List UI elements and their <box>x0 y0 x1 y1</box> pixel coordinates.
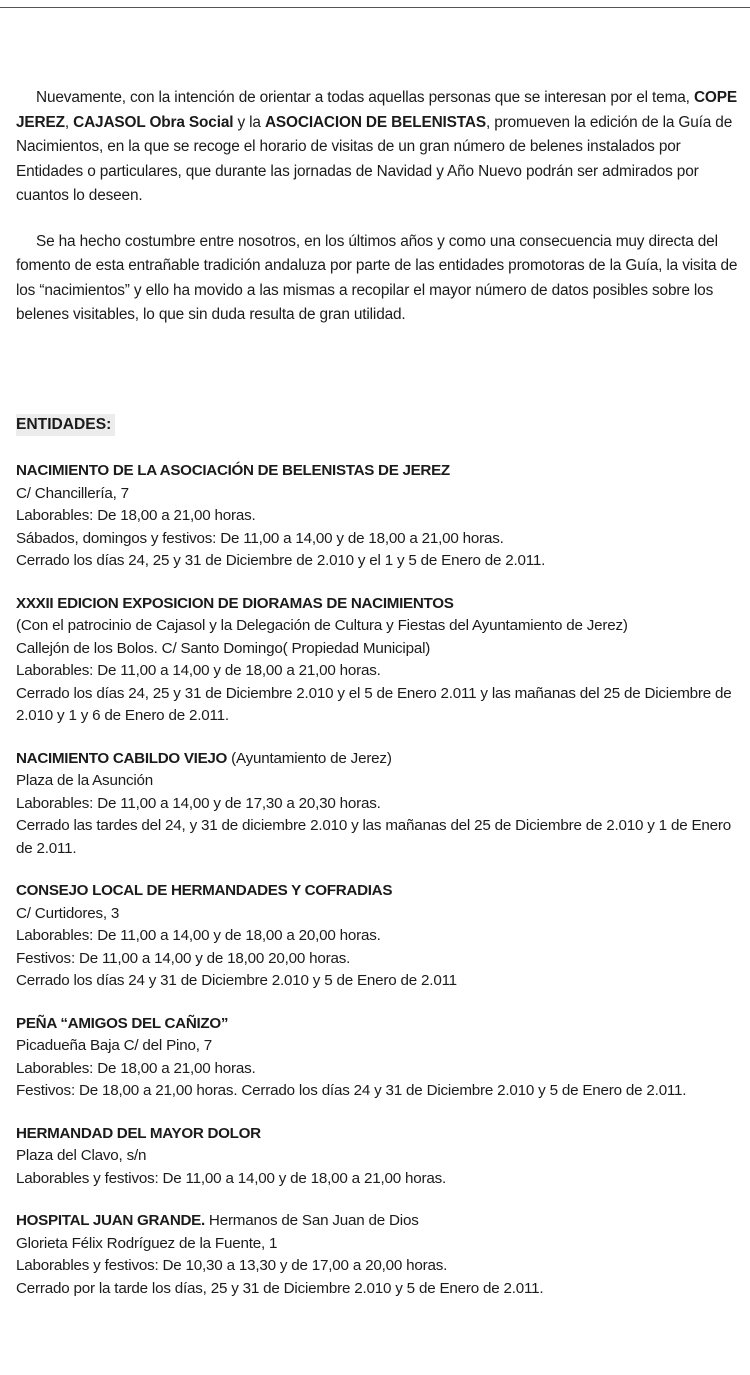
entry-7 <box>16 1210 744 1300</box>
intro-paragraph-1 <box>16 86 740 209</box>
entry-title-suffix: (Ayuntamiento de Jerez) <box>227 749 392 767</box>
entry-detail-line: (Con el patrocinio de Cajasol y la Delegación de Cultura y Fiestas del Ayuntamiento de Jerez) <box>16 617 628 634</box>
entry-detail-line: Cerrado por la tarde los días, 25 y 31 de Diciembre 2.010 y 5 de Enero de 2.011. <box>16 1279 544 1297</box>
intro-bold-cajasol: CAJASOL Obra Social <box>73 113 234 131</box>
intro-text: , <box>64 113 74 131</box>
entry-detail-line: Plaza de la Asunción <box>16 772 154 789</box>
entry-title-line <box>16 880 744 903</box>
section-heading-entidades: ENTIDADES: <box>16 414 115 436</box>
entry-6 <box>16 1123 744 1191</box>
entry-2 <box>16 593 744 728</box>
entry-title-suffix: Hermanos de San Juan de Dios <box>204 1212 419 1229</box>
intro-bold-cope: COPE JEREZ <box>16 89 737 131</box>
entry-title: HOSPITAL JUAN GRANDE. <box>16 1212 205 1229</box>
intro-paragraph-2: Se ha hecho costumbre entre nosotros, en los últimos años y como una consecuencia muy directa del fomento de esta entrañable tradición andaluza por parte de las entidades promotoras de la Guía, la visita de los “nacimientos” y ello ha movido a las mismas a recopilar el mayor número de datos posibles sobre los belenes visitables, lo que sin duda resulta de gran utilidad. <box>16 232 738 323</box>
entry-detail-line: Laborables: De 18,00 a 21,00 horas. <box>16 1059 256 1077</box>
entry-1 <box>16 460 744 573</box>
entry-detail-line: Laborables: De 11,00 a 14,00 y de 18,00 a 20,00 horas. <box>16 927 381 944</box>
entry-detail-line: C/ Chancillería, 7 <box>16 484 129 502</box>
entries-list <box>16 460 744 1320</box>
entry-detail-line: Laborables y festivos: De 11,00 a 14,00 y de 18,00 a 21,00 horas. <box>16 1169 446 1187</box>
entry-detail-line: Cerrado los días 24, 25 y 31 de Diciembre de 2.010 y el 1 y 5 de Enero de 2.011. <box>16 552 546 569</box>
top-rule <box>0 7 750 8</box>
entry-title-line <box>16 1013 744 1036</box>
entry-4 <box>16 880 744 993</box>
intro-text: , promueven la edición de la Guía de Nacimientos, en la que se recoge el horario de visitas de un gran número de belenes instalados por Entidades o particulares, que durante las jornadas de Navidad y Año Nuevo podrán ser admirados por cuantos lo deseen. <box>16 113 733 204</box>
entry-detail-line: Cerrado las tardes del 24, y 31 de diciembre 2.010 y las mañanas del 25 de Diciembre de 2.010 y 1 de Enero de 2.011. <box>16 817 731 857</box>
entry-title: NACIMIENTO CABILDO VIEJO <box>16 749 228 767</box>
intro-text: Nuevamente, con la intención de orientar a todas aquellas personas que se interesan por el tema, <box>36 89 694 106</box>
entry-detail-line: Plaza del Clavo, s/n <box>16 1147 147 1164</box>
entry-title: NACIMIENTO DE LA ASOCIACIÓN DE BELENISTAS DE JEREZ <box>16 462 450 479</box>
intro-block <box>16 86 740 349</box>
entry-detail-line: Laborables: De 11,00 a 14,00 y de 17,30 a 20,30 horas. <box>16 794 381 812</box>
entry-detail-line: Laborables y festivos: De 10,30 a 13,30 y de 17,00 a 20,00 horas. <box>16 1257 448 1274</box>
entry-title-line <box>16 1123 744 1146</box>
entry-detail-line: Festivos: De 11,00 a 14,00 y de 18,00 20,00 horas. <box>16 949 351 967</box>
intro-bold-asociacion: ASOCIACION DE BELENISTAS <box>264 113 486 131</box>
entry-title: XXXII EDICION EXPOSICION DE DIORAMAS DE NACIMIENTOS <box>16 594 454 612</box>
entry-title: CONSEJO LOCAL DE HERMANDADES Y COFRADIAS <box>16 882 393 899</box>
entry-detail-line: Sábados, domingos y festivos: De 11,00 a 14,00 y de 18,00 a 21,00 horas. <box>16 529 504 547</box>
entry-detail-line: C/ Curtidores, 3 <box>16 904 120 922</box>
entry-detail-line: Callejón de los Bolos. C/ Santo Domingo( Propiedad Municipal) <box>16 639 431 657</box>
entry-detail-line: Picadueña Baja C/ del Pino, 7 <box>16 1037 212 1054</box>
entry-detail-line: Laborables: De 18,00 a 21,00 horas. <box>16 507 256 524</box>
intro-text: y la <box>233 113 265 131</box>
entry-detail-line: Glorieta Félix Rodríguez de la Fuente, 1 <box>16 1234 278 1252</box>
entry-title-line <box>16 593 744 616</box>
entry-detail-line: Cerrado los días 24, 25 y 31 de Diciembre 2.010 y el 5 de Enero 2.011 y las mañanas del 25 de Diciembre de 2.010 y 1 y 6 de Enero de 2.011. <box>16 684 732 724</box>
entry-title-line <box>16 1210 744 1233</box>
entry-title: HERMANDAD DEL MAYOR DOLOR <box>16 1124 261 1142</box>
entry-5 <box>16 1013 744 1103</box>
entry-title: PEÑA “AMIGOS DEL CAÑIZO” <box>16 1014 229 1032</box>
entry-detail-line: Cerrado los días 24 y 31 de Diciembre 2.010 y 5 de Enero de 2.011 <box>16 972 457 989</box>
entry-detail-line: Laborables: De 11,00 a 14,00 y de 18,00 a 21,00 horas. <box>16 662 381 679</box>
entry-title-line <box>16 748 744 771</box>
entry-title-line <box>16 460 744 483</box>
entry-detail-line: Festivos: De 18,00 a 21,00 horas. Cerrado los días 24 y 31 de Diciembre 2.010 y 5 de Enero de 2.011. <box>16 1082 687 1099</box>
entry-3 <box>16 748 744 861</box>
